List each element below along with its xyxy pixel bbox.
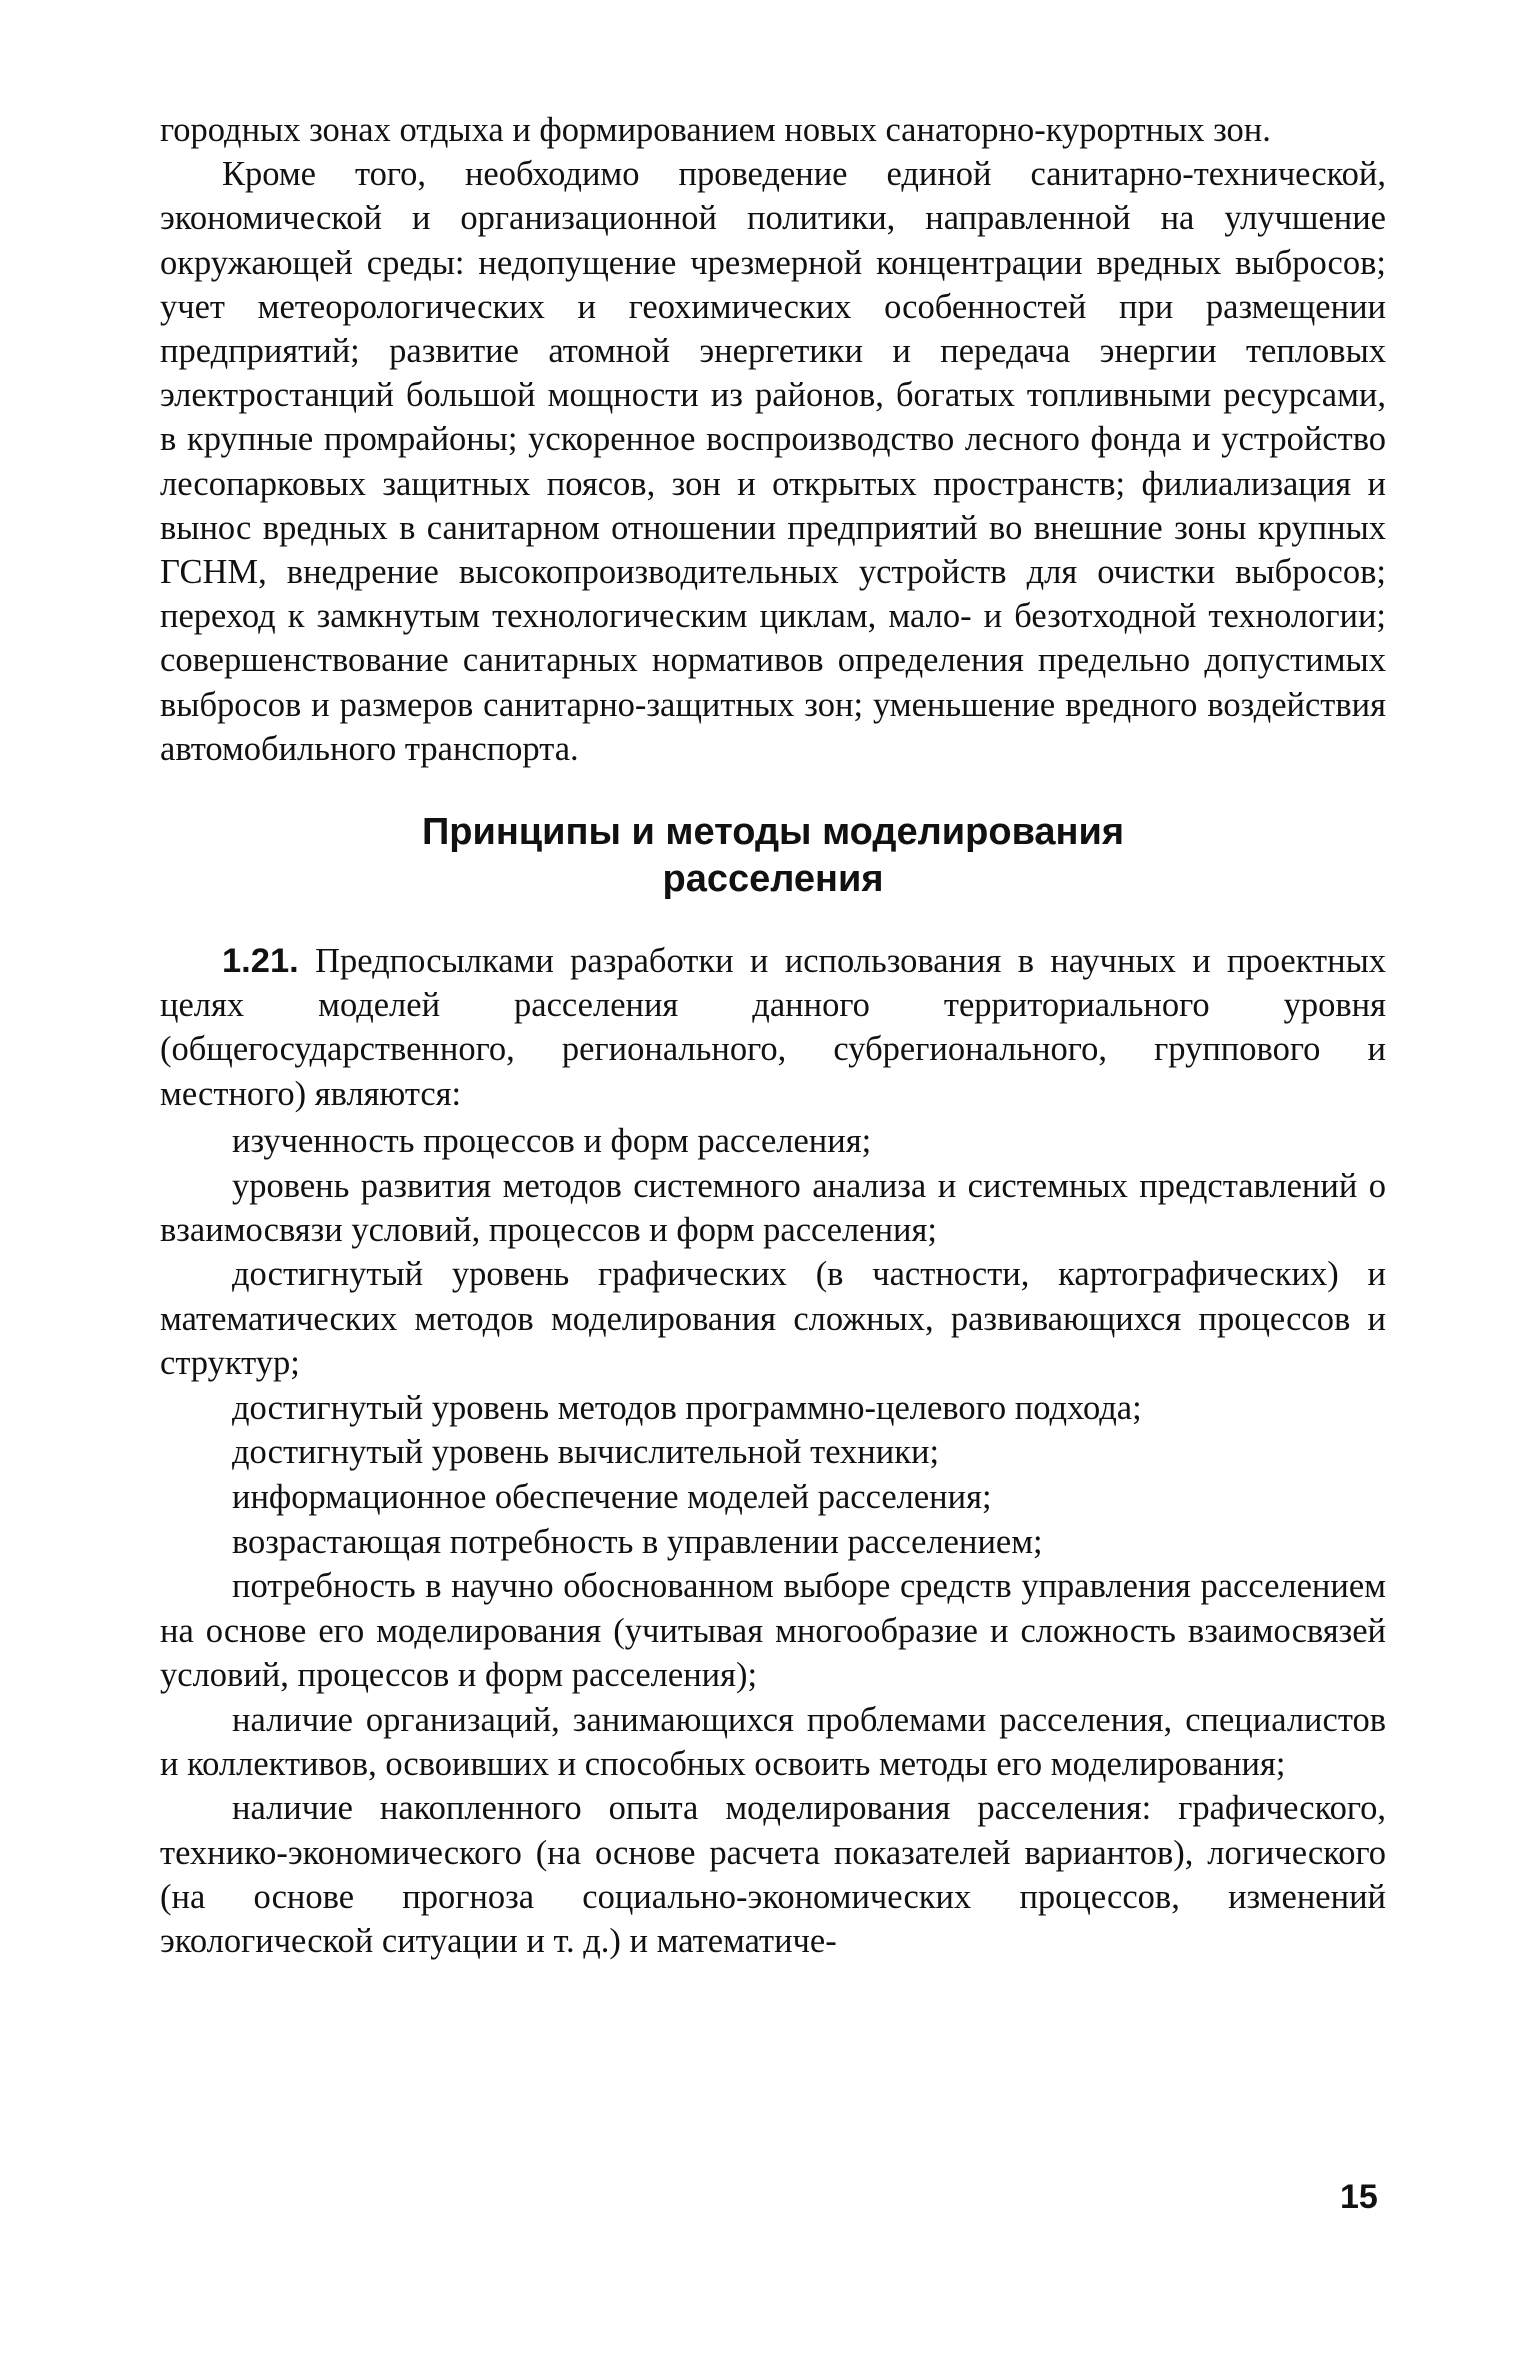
list-item: наличие накопленного опыта моделирования расселения: графического, технико-экономического (на основе расчета показателей вариантов), логического (на основе прогноза социально-экономических процессов, изменений экологической ситуации и т. д.) и математиче- — [160, 1789, 1386, 1961]
clause-number: 1.21. — [222, 942, 299, 981]
list-item: достигнутый уровень графических (в частности, картографических) и математических методов моделирования сложных, развивающихся процессов и структур; — [160, 1255, 1386, 1382]
list-item: уровень развития методов системного анализа и системных представлений о взаимосвязи условий, процессов и форм расселения; — [160, 1166, 1386, 1249]
list-item: наличие организаций, занимающихся проблемами расселения, специалистов и коллективов, освоивших и способных освоить методы его моделирования; — [160, 1700, 1386, 1783]
section-heading-line-2: расселения — [662, 858, 884, 901]
list-item: потребность в научно обоснованном выборе средств управления расселением на основе его моделирования (учитывая многообразие и сложность взаимосвязей условий, процессов и форм расселения); — [160, 1567, 1386, 1694]
list-item: достигнутый уровень вычислительной техники; — [232, 1433, 940, 1472]
section-heading-line-1: Принципы и методы моделирования — [421, 811, 1125, 854]
list-item: достигнутый уровень методов программно-целевого подхода; — [232, 1388, 1142, 1427]
clause-paragraph — [160, 939, 1386, 1116]
page-body — [160, 108, 1386, 1963]
list-item: информационное обеспечение моделей расселения; — [232, 1477, 992, 1516]
prerequisites-list — [160, 1119, 1386, 1963]
list-item: возрастающая потребность в управлении расселением; — [232, 1522, 1043, 1561]
section-heading — [160, 809, 1386, 903]
body-paragraph: Кроме того, необходимо проведение единой санитарно-технической, экономической и организационной политики, направленной на улучшение окружающей среды: недопущение чрезмерной концентрации вредных выбросов; учет метеорологических и геохимических особенностей при размещении предприятий; развитие атомной энергетики и передача энергии тепловых электростанций большой мощности из районов, богатых топливными ресурсами, в крупные промрайоны; ускоренное воспроизводство лесного фонда и устройство лесопарковых защитных поясов, зон и открытых пространств; филиализация и вынос вредных в санитарном отношении предприятий во внешние зоны крупных ГСНМ, внедрение высокопроизводительных устройств для очистки выбросов; переход к замкнутым технологическим циклам, мало- и безотходной технологии; совершенствование санитарных нормативов определения предельно допустимых выбросов и размеров санитарно-защитных зон; уменьшение вредного воздействия автомобильного транспорта. — [160, 155, 1386, 768]
continuation-paragraph: городных зонах отдыха и формированием новых санаторно-курортных зон. — [160, 111, 1271, 149]
page-number: 15 — [1340, 2178, 1378, 2216]
clause-text: Предпосылками разработки и использования в научных и проектных целях моделей расселения данного территориального уровня (общегосударственного, регионального, субрегионального, группового и местного) являются: — [160, 942, 1386, 1113]
list-item: изученность процессов и форм расселения; — [232, 1121, 872, 1160]
